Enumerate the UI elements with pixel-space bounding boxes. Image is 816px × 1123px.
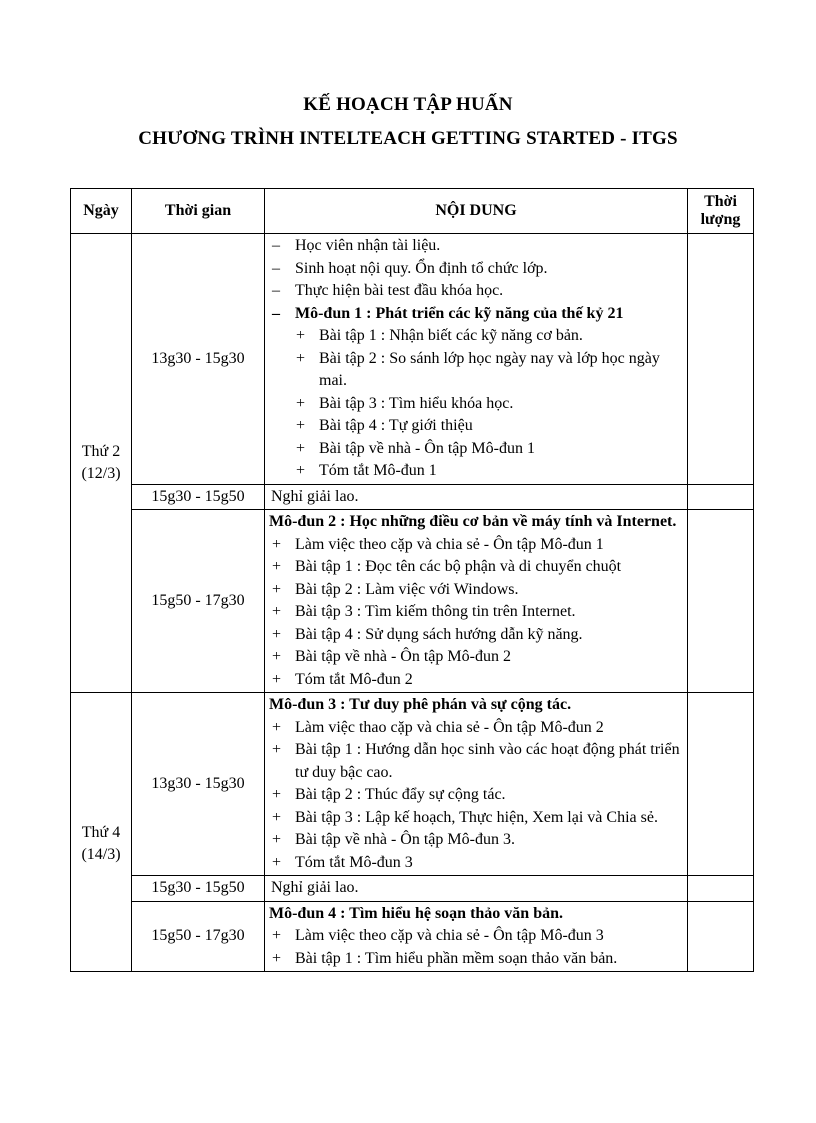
table-row	[71, 234, 754, 485]
plus-marker: +	[296, 439, 306, 457]
duration-cell	[688, 901, 754, 972]
plus-marker: +	[272, 927, 282, 944]
content-cell	[265, 234, 688, 485]
content-cell	[265, 693, 688, 876]
table-row	[71, 484, 754, 510]
plus-marker: +	[272, 853, 282, 871]
time-cell: 13g30 - 15g30	[132, 693, 265, 876]
break-text: Nghỉ giải lao.	[271, 879, 359, 896]
dash-marker: –	[272, 282, 280, 299]
content-cell	[265, 510, 688, 693]
break-text: Nghỉ giải lao.	[271, 487, 359, 505]
header-day: Ngày	[71, 189, 132, 234]
list-item: + Bài tập 4 : Sử dụng sách hướng dẫn kỹ năng.	[269, 624, 685, 647]
list-subitem: + Tóm tắt Mô-đun 1	[269, 460, 685, 483]
module-heading: Mô-đun 4 : Tìm hiểu hệ soạn thảo văn bản.	[269, 904, 563, 922]
document-title: KẾ HOẠCH TẬP HUẤN	[303, 94, 513, 115]
plus-marker: +	[296, 417, 306, 434]
list-subitem: + Bài tập 3 : Tìm hiểu khóa học.	[269, 393, 685, 416]
dash-marker: –	[272, 237, 280, 254]
day-date: (12/3)	[81, 465, 121, 482]
list-item: + Làm việc theo cặp và chia sẻ - Ôn tập Mô-đun 3	[269, 925, 685, 948]
day-cell-monday	[71, 234, 132, 693]
list-subitem: + Bài tập 1 : Nhận biết các kỹ năng cơ bản.	[269, 325, 685, 348]
plus-marker: +	[272, 648, 282, 665]
list-subitem: + Bài tập 4 : Tự giới thiệu	[269, 415, 685, 438]
day-label: Thứ 2	[81, 443, 121, 460]
schedule-table	[70, 188, 754, 972]
duration-cell	[688, 693, 754, 876]
day-label: Thứ 4	[81, 823, 121, 841]
header-time: Thời gian	[132, 189, 265, 234]
module-heading: – Mô-đun 1 : Phát triển các kỹ năng của thế kỷ 21	[269, 303, 685, 326]
list-item: + Làm việc theo cặp và chia sẻ - Ôn tập Mô-đun 1	[269, 534, 685, 557]
list-subitem: + Bài tập về nhà - Ôn tập Mô-đun 1	[269, 438, 685, 461]
table-row	[71, 901, 754, 972]
list-item: + Bài tập 1 : Tìm hiểu phần mềm soạn thảo văn bản.	[269, 948, 685, 971]
content-cell	[265, 901, 688, 972]
list-item: – Sinh hoạt nội quy. Ổn định tổ chức lớp.	[269, 258, 685, 281]
day-cell-wednesday	[71, 693, 132, 972]
plus-marker: +	[296, 349, 306, 367]
module-heading: Mô-đun 2 : Học những điều cơ bản về máy tính và Internet.	[269, 513, 677, 530]
plus-marker: +	[272, 558, 282, 575]
list-subitem: + Bài tập 2 : So sánh lớp học ngày nay và lớp học ngày mai.	[296, 349, 660, 389]
plus-marker: +	[272, 603, 282, 620]
plus-marker: +	[272, 808, 282, 826]
day-date: (14/3)	[81, 845, 121, 863]
content-cell	[265, 484, 688, 510]
header-row	[71, 189, 754, 234]
list-item: + Làm việc thao cặp và chia sẻ - Ôn tập Mô-đun 2	[269, 717, 685, 740]
list-item: + Bài tập 1 : Đọc tên các bộ phận và di chuyển chuột	[269, 556, 685, 579]
plus-marker: +	[296, 462, 306, 479]
plus-marker: +	[272, 535, 282, 553]
time-cell: 15g30 - 15g50	[132, 484, 265, 510]
list-item: + Tóm tắt Mô-đun 3	[269, 852, 685, 875]
dash-marker: –	[272, 304, 280, 322]
list-item: + Bài tập 3 : Tìm kiếm thông tin trên Internet.	[269, 601, 685, 624]
list-item: + Bài tập 2 : Làm việc với Windows.	[269, 579, 685, 602]
time-cell: 13g30 - 15g30	[132, 234, 265, 485]
time-cell: 15g30 - 15g50	[132, 876, 265, 902]
plus-marker: +	[272, 670, 282, 688]
list-item: + Bài tập về nhà - Ôn tập Mô-đun 3.	[269, 829, 685, 852]
module-heading: Mô-đun 3 : Tư duy phê phán và sự cộng tác.	[269, 696, 572, 713]
plus-marker: +	[272, 741, 282, 758]
content-cell	[265, 876, 688, 902]
list-item: + Tóm tắt Mô-đun 2	[269, 669, 685, 692]
table-row	[71, 510, 754, 693]
plus-marker: +	[272, 625, 282, 643]
plus-marker: +	[272, 786, 282, 803]
plus-marker: +	[296, 394, 306, 412]
plus-marker: +	[272, 580, 282, 598]
list-item: – Học viên nhận tài liệu.	[269, 235, 685, 258]
plus-marker: +	[272, 718, 282, 736]
header-duration	[688, 189, 754, 234]
plus-marker: +	[272, 949, 282, 967]
duration-cell	[688, 876, 754, 902]
program-title: CHƯƠNG TRÌNH INTELTEACH GETTING STARTED - ITGS	[138, 128, 678, 149]
duration-cell	[688, 234, 754, 485]
table-row	[71, 693, 754, 876]
time-cell: 15g50 - 17g30	[132, 901, 265, 972]
list-item: – Thực hiện bài test đầu khóa học.	[269, 280, 685, 303]
header-duration-line1: Thời	[704, 193, 737, 210]
plus-marker: +	[296, 327, 306, 344]
plus-marker: +	[272, 831, 282, 848]
header-content: NỘI DUNG	[265, 189, 688, 234]
list-item: + Bài tập 1 : Hướng dẫn học sinh vào các hoạt động phát triển tư duy bậc cao.	[272, 741, 680, 781]
header-duration-line2: lượng	[700, 211, 741, 228]
time-cell: 15g50 - 17g30	[132, 510, 265, 693]
duration-cell	[688, 484, 754, 510]
list-item: + Bài tập 2 : Thúc đẩy sự cộng tác.	[269, 784, 685, 807]
table-row	[71, 876, 754, 902]
list-item: + Bài tập về nhà - Ôn tập Mô-đun 2	[269, 646, 685, 669]
list-item: + Bài tập 3 : Lập kế hoạch, Thực hiện, Xem lại và Chia sẻ.	[269, 807, 685, 830]
dash-marker: –	[272, 259, 280, 277]
duration-cell	[688, 510, 754, 693]
